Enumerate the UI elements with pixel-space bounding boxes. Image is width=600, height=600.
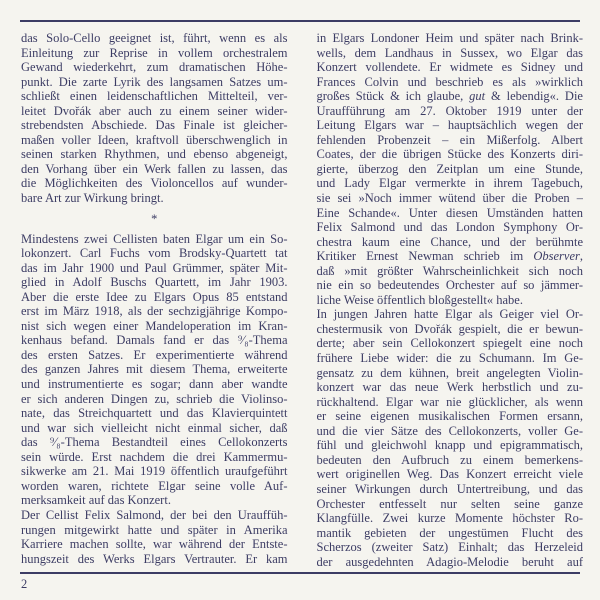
text-line: des ganzen Jahres mit diesem Thema, erweiterte [21,362,288,377]
text-line: den Vorhang über ein Werk fallen zu lassen, das [21,161,288,176]
text-line: gierte, überzog den Zeitplan um eine Stunde, [316,161,583,176]
text-line: fehlenden Probenzeit – ein Mißerfolg. Albert [316,132,583,147]
text-line: nist sich wegen einer Mandeloperation im Kran- [21,318,288,333]
text-line: sein würde. Erst nachdem die drei Kammermu- [21,449,288,464]
text-line: mantik gebieten der ungestümen Flucht des [316,525,583,540]
text-line: hungszeit des Werks Elgars Vertrauter. Er kam [21,551,288,566]
text-line: Frances Colvin und beschrieb es als »wirklich [316,74,583,89]
text-line: nate, das Streichquartett und das Klavierquintett [21,406,288,421]
text-line: bedeuten den Aufbruch zu einem bemerkens- [316,452,583,467]
bottom-rule [20,572,580,574]
left-text-column [21,31,288,569]
text-line: und die vier Sätze des Cellokonzerts, voller Ge- [316,423,583,438]
text-line: schließt einen leidenschaftlichen Mittelteil, ver- [21,89,288,104]
text-line: in Elgars Londoner Heim und später nach Brink- [316,31,583,45]
text-line: Scherzos (zweiter Satz) Einhalt; das Herzeleid [316,540,583,555]
text-line: Orchester entfesselt nur selten seine ganze [316,496,583,511]
text-line: Aber die erste Idee zu Elgars Opus 85 entstand [21,289,288,304]
italic-text-segment: gut [469,89,486,104]
text-line: Gewand wiederkehrt, zum dramatischen Höhe- [21,60,288,75]
text-line: gensatz zu dem kühnen, breit angelegten Violin- [316,365,583,380]
text-line: rungen mitgewirkt hatte und später in Amerika [21,522,288,537]
text-line: Coates, der die übrigen Stücke des Konzerts diri- [316,147,583,162]
text-line: und war sich vielleicht nicht einmal sicher, daß [21,420,288,435]
text-line: worden waren, richtete Elgar seine volle Auf- [21,478,288,493]
text-line: rückhaltend. Elgar war nie glücklicher, als wenn [316,394,583,409]
text-line: punkt. Die zarte Lyrik des langsamen Satzes um- [21,74,288,89]
text-line: das Solo-Cello geeignet ist, führt, wenn es als [21,31,288,45]
text-line: er sich anderen Dingen zu, schrieb die Violinso- [21,391,288,406]
text-line: das im Jahr 1900 und Paul Grümmer, später Mit- [21,260,288,275]
text-segment: Kritiker Ernest Newman schrieb im [316,249,534,264]
text-line: das ⁹⁄₈-Thema Bestandteil eines Cellokonzerts [21,435,288,450]
text-line: Felix Salmond und das London Symphony Or- [316,220,583,235]
text-line: Konzert vollendete. Er widmete es Sidney und [316,60,583,75]
text-line: konzert war das neue Werk herbstlich und zu- [316,380,583,395]
text-line: wert originellen Weg. Das Konzert erreicht viele [316,467,583,482]
text-line: und instrumentierte es sogar; dann aber wandte [21,377,288,392]
text-line: sie sei »Noch immer wütend über die Proben – [316,191,583,206]
text-line: Leitung Elgars war – hauptsächlich wegen der [316,118,583,133]
text-line: liche Weise öffentlich bloßgestellt« habe. [316,292,523,307]
text-line: und Lady Elgar vermerkte in ihrem Tagebuch, [316,176,583,191]
text-line: glied in Adolf Buschs Quartett, im Jahr 1903. [21,275,288,290]
text-line: kenhaus befand. Damals fand er das ⁹⁄₈-Thema [21,333,288,348]
text-line: wells, dem Landhaus in Sussex, wo Elgar das [316,45,583,60]
text-line: seiner Wirkungen durch Untertreibung, und das [316,481,583,496]
text-segment: großes Stück & ich glaube, [316,89,470,104]
text-line: bare Art zur Wirkung bringt. [21,191,164,206]
text-line [317,89,584,104]
top-rule [20,20,580,22]
text-line: fühl und gleichwohl knapp und epigrammatisch, [316,438,583,453]
text-line: derte; aber sein Cellokonzert spiegelt eine noch [316,336,583,351]
text-line: Der Cellist Felix Salmond, der bei den Urauffüh- [21,507,288,522]
right-text-column [317,31,584,569]
text-line: nie ein so bedeutendes Orchester auf so jämmer- [316,278,583,293]
text-line [317,249,584,264]
text-line: Einleitung zur Reprise in vollem orchestralem [21,45,288,60]
text-segment: , [579,249,583,264]
text-line: daß »mit größter Wahrscheinlichkeit sich noch [316,263,583,278]
text-segment: & lebendig«. Die [485,89,583,104]
text-line: seinen starken Rhythmen, und ebenso abgeneigt, [21,147,288,162]
text-line: chestermusik von Dvořák gespielt, die er bewun- [316,321,583,336]
text-line: maßen voller Ideen, kraftvoll überschwenglich in [21,132,288,147]
text-line: lokonzert. Carl Fuchs vom Brodsky-Quartett tat [21,246,288,261]
text-line: erst im März 1918, als der sechzigjährige Kompo- [21,304,288,319]
text-line: frühere Liebe wider: die zu Schumann. Im Ge- [316,351,583,366]
text-line: Eine Schande«. Unter diesen Umständen hatten [316,205,583,220]
page-number: 2 [21,577,28,591]
text-line: strebendsten Abschiede. Das Finale ist gleicher- [21,118,288,133]
text-line: die Möglichkeiten des Violoncellos auf wunder- [21,176,288,191]
section-separator-asterisk: * [151,211,158,226]
text-line: Mindestens zwei Cellisten baten Elgar um ein So- [21,231,288,246]
text-line: merksamkeit auf das Konzert. [21,493,171,508]
text-line: des ersten Satzes. Er experimentierte während [21,347,288,362]
text-line: chestra kaum eine Chance, und der berühmte [316,234,583,249]
text-line: Karriere machen sollte, war während der Entste- [21,537,288,552]
text-line: er seine eigenen musikalischen Formen ersann, [316,409,583,424]
text-line: Uraufführung am 27. Oktober 1919 unter der [316,103,583,118]
text-line: leitet Dvořák aber auch zu einem seiner wider- [21,103,288,118]
text-line: sikwerke am 21. Mai 1919 öffentlich uraufgeführt [21,464,288,479]
text-line: Klangfülle. Zwei kurze Momente höchster Ro- [316,511,583,526]
text-columns [21,31,583,569]
italic-text-segment: Observer [533,249,580,264]
text-line: In jungen Jahren hatte Elgar als Geiger viel Or- [316,307,583,322]
text-line: der ausgedehnten Adagio-Melodie beruht auf [316,554,583,569]
